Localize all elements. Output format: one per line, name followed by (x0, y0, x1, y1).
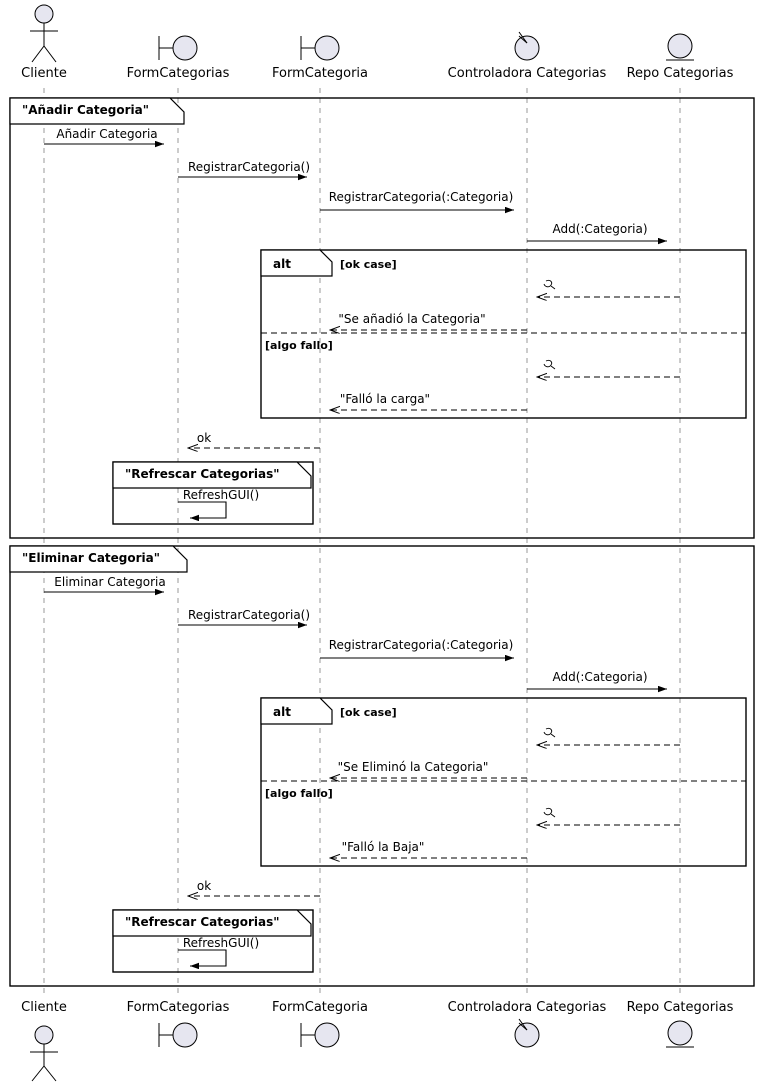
message-label-ok-2: ok (196, 879, 212, 893)
fragment-title-refrescar-2: "Refrescar Categorias" (125, 915, 280, 929)
fragment-title-refrescar-1: "Refrescar Categorias" (125, 467, 280, 481)
return-marks-2 (544, 728, 555, 817)
lifeline-label-cliente-bottom: Cliente (21, 1000, 67, 1015)
message-label-se-elimino-categoria: "Se Eliminó la Categoria" (337, 760, 489, 774)
lifeline-head-formcategorias (159, 36, 197, 60)
fragment-title-alt-2: alt (273, 705, 291, 719)
guard-ok-case-1: [ok case] (340, 258, 397, 271)
lifeline-label-cliente-top: Cliente (21, 66, 67, 81)
lifeline-label-controladora-bottom: Controladora Categorias (447, 1000, 607, 1015)
lifeline-foot-controladora-categorias (515, 1019, 539, 1047)
lifeline-head-repo-categorias (666, 34, 694, 60)
message-label-registrarcategoria-param-1: RegistrarCategoria(:Categoria) (328, 190, 514, 204)
message-label-refreshgui-2: RefreshGUI() (182, 936, 260, 950)
message-label-add-categoria-2: Add(:Categoria) (552, 670, 648, 684)
message-label-registrarcategoria-2: RegistrarCategoria() (187, 608, 311, 622)
lifeline-foot-formcategorias (159, 1023, 197, 1047)
lifeline-foot-formcategoria (301, 1023, 339, 1047)
lifeline-label-formcategoria-top: FormCategoria (271, 66, 369, 81)
message-label-refreshgui-1: RefreshGUI() (182, 488, 260, 502)
lifeline-label-formcategorias-top: FormCategorias (126, 66, 230, 81)
message-label-registrarcategoria-1: RegistrarCategoria() (187, 160, 311, 174)
lifeline-label-formcategorias-bottom: FormCategorias (126, 1000, 230, 1015)
fragment-alt-2 (261, 698, 746, 866)
guard-algo-fallo-2: [algo fallo] (265, 787, 333, 800)
fragment-title-alt-1: alt (273, 257, 291, 271)
lifeline-head-cliente (30, 5, 58, 62)
lifeline-foot-cliente (30, 1026, 58, 1081)
message-label-add-categoria-1: Add(:Categoria) (552, 222, 648, 236)
lifeline-label-repo-top: Repo Categorias (626, 66, 734, 81)
message-label-ok-1: ok (196, 431, 212, 445)
message-label-eliminar-categoria: Eliminar Categoria (54, 575, 166, 589)
fragment-title-eliminar: "Eliminar Categoria" (22, 551, 161, 565)
lifeline-head-formcategoria (301, 36, 339, 60)
lifeline-label-repo-bottom: Repo Categorias (626, 1000, 734, 1015)
message-label-se-anadio-categoria: "Se añadió la Categoria" (338, 312, 486, 326)
message-label-fallo-la-baja: "Falló la Baja" (341, 840, 425, 854)
fragment-title-anadir: "Añadir Categoria" (22, 103, 149, 117)
lifeline-label-controladora-top: Controladora Categorias (447, 66, 607, 81)
message-label-anadir-categoria: Añadir Categoria (56, 127, 158, 141)
message-label-fallo-la-carga: "Falló la carga" (339, 392, 431, 406)
guard-ok-case-2: [ok case] (340, 706, 397, 719)
guard-algo-fallo-1: [algo fallo] (265, 339, 333, 352)
return-marks-1 (544, 280, 555, 369)
fragment-alt-1 (261, 250, 746, 418)
lifeline-label-formcategoria-bottom: FormCategoria (271, 1000, 369, 1015)
lifeline-foot-repo-categorias (666, 1021, 694, 1047)
lifeline-head-controladora-categorias (515, 32, 539, 60)
message-label-registrarcategoria-param-2: RegistrarCategoria(:Categoria) (328, 638, 514, 652)
